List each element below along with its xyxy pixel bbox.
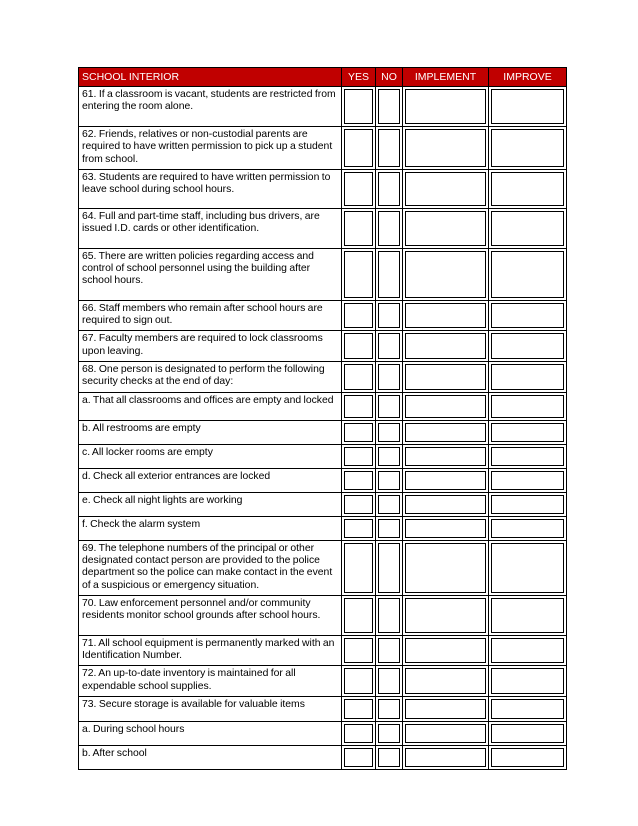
implement-answer-box[interactable]	[403, 595, 489, 635]
checklist-row	[79, 722, 567, 746]
implement-answer-box[interactable]	[403, 208, 489, 248]
implement-answer-box[interactable]	[403, 492, 489, 516]
no-answer-box[interactable]	[376, 722, 403, 746]
checklist-item-text: 66. Staff members who remain after school hours are required to sign out.	[79, 300, 342, 331]
yes-answer-box[interactable]	[342, 697, 376, 722]
checklist-item-text: 68. One person is designated to perform the following security checks at the end of day:	[79, 362, 342, 393]
implement-answer-box[interactable]	[403, 362, 489, 393]
improve-answer-box[interactable]	[489, 300, 567, 331]
improve-column-header: IMPROVE	[489, 68, 567, 87]
checklist-row	[79, 468, 567, 492]
checklist-item-text: 67. Faculty members are required to lock classrooms upon leaving.	[79, 331, 342, 362]
implement-answer-box[interactable]	[403, 392, 489, 420]
implement-answer-box[interactable]	[403, 516, 489, 540]
yes-column-header: YES	[342, 68, 376, 87]
no-answer-box[interactable]	[376, 300, 403, 331]
yes-answer-box[interactable]	[342, 331, 376, 362]
no-answer-box[interactable]	[376, 746, 403, 770]
checklist-row	[79, 300, 567, 331]
improve-answer-box[interactable]	[489, 87, 567, 127]
no-answer-box[interactable]	[376, 169, 403, 208]
no-answer-box[interactable]	[376, 635, 403, 666]
implement-answer-box[interactable]	[403, 746, 489, 770]
checklist-item-text: b. All restrooms are empty	[79, 420, 342, 444]
yes-answer-box[interactable]	[342, 87, 376, 127]
improve-answer-box[interactable]	[489, 362, 567, 393]
no-answer-box[interactable]	[376, 540, 403, 595]
yes-answer-box[interactable]	[342, 540, 376, 595]
checklist-row	[79, 516, 567, 540]
implement-answer-box[interactable]	[403, 248, 489, 300]
no-answer-box[interactable]	[376, 331, 403, 362]
implement-column-header: IMPLEMENT	[403, 68, 489, 87]
improve-answer-box[interactable]	[489, 169, 567, 208]
yes-answer-box[interactable]	[342, 300, 376, 331]
yes-answer-box[interactable]	[342, 208, 376, 248]
yes-answer-box[interactable]	[342, 362, 376, 393]
yes-answer-box[interactable]	[342, 746, 376, 770]
no-answer-box[interactable]	[376, 208, 403, 248]
yes-answer-box[interactable]	[342, 595, 376, 635]
implement-answer-box[interactable]	[403, 666, 489, 697]
improve-answer-box[interactable]	[489, 331, 567, 362]
checklist-item-text: 69. The telephone numbers of the principal or other designated contact person are provided to the police department so the police can make contact in the event of a suspicious or emergency situation.	[79, 540, 342, 595]
improve-answer-box[interactable]	[489, 248, 567, 300]
checklist-body	[79, 87, 567, 770]
checklist-item-text: 63. Students are required to have written permission to leave school during school hours.	[79, 169, 342, 208]
checklist-row	[79, 169, 567, 208]
no-answer-box[interactable]	[376, 127, 403, 170]
table-header	[79, 68, 567, 87]
checklist-row	[79, 87, 567, 127]
checklist-row	[79, 492, 567, 516]
checklist-item-text: d. Check all exterior entrances are locked	[79, 468, 342, 492]
improve-answer-box[interactable]	[489, 208, 567, 248]
no-answer-box[interactable]	[376, 697, 403, 722]
checklist-row	[79, 392, 567, 420]
checklist-item-text: 64. Full and part-time staff, including bus drivers, are issued I.D. cards or other identification.	[79, 208, 342, 248]
implement-answer-box[interactable]	[403, 540, 489, 595]
checklist-item-text: a. During school hours	[79, 722, 342, 746]
header-row	[79, 68, 567, 87]
no-answer-box[interactable]	[376, 516, 403, 540]
section-title-header: SCHOOL INTERIOR	[79, 68, 342, 87]
no-answer-box[interactable]	[376, 420, 403, 444]
no-answer-box[interactable]	[376, 444, 403, 468]
checklist-row	[79, 208, 567, 248]
checklist-row	[79, 540, 567, 595]
checklist-item-text: f. Check the alarm system	[79, 516, 342, 540]
yes-answer-box[interactable]	[342, 468, 376, 492]
checklist-row	[79, 444, 567, 468]
improve-answer-box[interactable]	[489, 444, 567, 468]
implement-answer-box[interactable]	[403, 635, 489, 666]
yes-answer-box[interactable]	[342, 248, 376, 300]
implement-answer-box[interactable]	[403, 420, 489, 444]
checklist-item-text: 72. An up-to-date inventory is maintained for all expendable school supplies.	[79, 666, 342, 697]
improve-answer-box[interactable]	[489, 595, 567, 635]
improve-answer-box[interactable]	[489, 492, 567, 516]
checklist-row	[79, 362, 567, 393]
no-answer-box[interactable]	[376, 595, 403, 635]
no-answer-box[interactable]	[376, 87, 403, 127]
no-answer-box[interactable]	[376, 248, 403, 300]
yes-answer-box[interactable]	[342, 635, 376, 666]
yes-answer-box[interactable]	[342, 492, 376, 516]
implement-answer-box[interactable]	[403, 331, 489, 362]
improve-answer-box[interactable]	[489, 697, 567, 722]
improve-answer-box[interactable]	[489, 746, 567, 770]
no-answer-box[interactable]	[376, 666, 403, 697]
yes-answer-box[interactable]	[342, 127, 376, 170]
no-answer-box[interactable]	[376, 468, 403, 492]
school-interior-checklist-table	[78, 67, 567, 770]
no-answer-box[interactable]	[376, 392, 403, 420]
implement-answer-box[interactable]	[403, 468, 489, 492]
implement-answer-box[interactable]	[403, 169, 489, 208]
checklist-item-text: 65. There are written policies regarding access and control of school personnel using the building after school hours.	[79, 248, 342, 300]
yes-answer-box[interactable]	[342, 666, 376, 697]
checklist-row	[79, 420, 567, 444]
implement-answer-box[interactable]	[403, 127, 489, 170]
checklist-item-text: c. All locker rooms are empty	[79, 444, 342, 468]
checklist-item-text: 71. All school equipment is permanently marked with an Identification Number.	[79, 635, 342, 666]
checklist-row	[79, 127, 567, 170]
checklist-row	[79, 746, 567, 770]
checklist-item-text: 70. Law enforcement personnel and/or community residents monitor school grounds after school hours.	[79, 595, 342, 635]
checklist-item-text: 62. Friends, relatives or non-custodial parents are required to have written permission to pick up a student from school.	[79, 127, 342, 170]
yes-answer-box[interactable]	[342, 392, 376, 420]
checklist-row	[79, 697, 567, 722]
checklist-item-text: b. After school	[79, 746, 342, 770]
checklist-row	[79, 248, 567, 300]
checklist-item-text: a. That all classrooms and offices are empty and locked	[79, 392, 342, 420]
implement-answer-box[interactable]	[403, 697, 489, 722]
yes-answer-box[interactable]	[342, 420, 376, 444]
yes-answer-box[interactable]	[342, 722, 376, 746]
improve-answer-box[interactable]	[489, 635, 567, 666]
checklist-row	[79, 595, 567, 635]
no-answer-box[interactable]	[376, 492, 403, 516]
improve-answer-box[interactable]	[489, 516, 567, 540]
improve-answer-box[interactable]	[489, 722, 567, 746]
no-column-header: NO	[376, 68, 403, 87]
checklist-row	[79, 635, 567, 666]
yes-answer-box[interactable]	[342, 169, 376, 208]
improve-answer-box[interactable]	[489, 420, 567, 444]
no-answer-box[interactable]	[376, 362, 403, 393]
checklist-row	[79, 331, 567, 362]
checklist-item-text: e. Check all night lights are working	[79, 492, 342, 516]
improve-answer-box[interactable]	[489, 540, 567, 595]
improve-answer-box[interactable]	[489, 127, 567, 170]
improve-answer-box[interactable]	[489, 468, 567, 492]
implement-answer-box[interactable]	[403, 300, 489, 331]
yes-answer-box[interactable]	[342, 516, 376, 540]
yes-answer-box[interactable]	[342, 444, 376, 468]
implement-answer-box[interactable]	[403, 444, 489, 468]
implement-answer-box[interactable]	[403, 87, 489, 127]
improve-answer-box[interactable]	[489, 392, 567, 420]
checklist-row	[79, 666, 567, 697]
implement-answer-box[interactable]	[403, 722, 489, 746]
checklist-item-text: 61. If a classroom is vacant, students are restricted from entering the room alone.	[79, 87, 342, 127]
checklist-item-text: 73. Secure storage is available for valuable items	[79, 697, 342, 722]
improve-answer-box[interactable]	[489, 666, 567, 697]
